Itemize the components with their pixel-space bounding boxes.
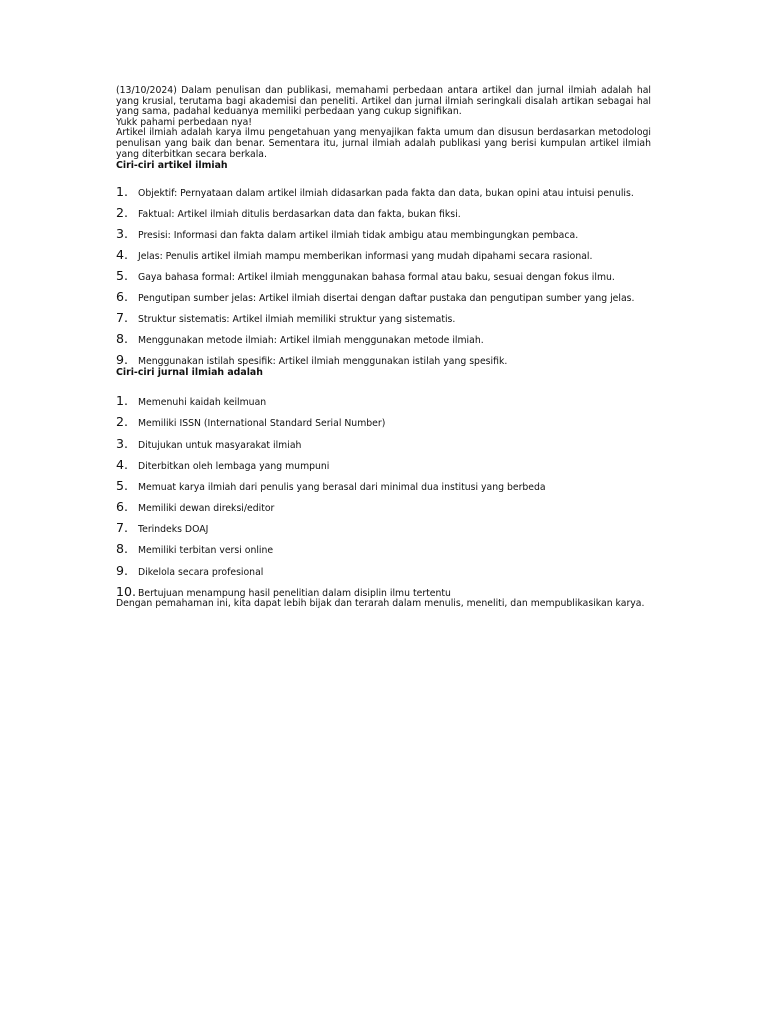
list-item <box>116 415 651 429</box>
document-page <box>116 86 651 609</box>
list-item <box>116 542 651 556</box>
list-item <box>116 458 651 472</box>
list-number: 8. <box>116 541 129 557</box>
intro-callout: Yukk pahami perbedaan nya! <box>116 116 253 128</box>
list-item <box>116 585 651 599</box>
jurnal-heading: Ciri-ciri jurnal ilmiah adalah <box>116 367 263 379</box>
list-number: 7. <box>116 520 129 536</box>
list-number: 9. <box>116 562 129 578</box>
list-text: Presisi: Informasi dan fakta dalam artikel ilmiah tidak ambigu atau membingungkan pembaca. <box>138 230 579 242</box>
list-item <box>116 500 651 514</box>
list-number: 6. <box>116 499 129 515</box>
list-text: Diterbitkan oleh lembaga yang mumpuni <box>138 460 330 472</box>
list-item <box>116 564 651 578</box>
list-item <box>116 394 651 408</box>
list-text: Gaya bahasa formal: Artikel ilmiah menggunakan bahasa formal atau baku, sesuai dengan fokus ilmu. <box>138 272 615 284</box>
list-item <box>116 311 651 325</box>
list-number: 3. <box>116 226 129 242</box>
closing-paragraph: Dengan pemahaman ini, kita dapat lebih bijak dan terarah dalam menulis, meneliti, dan mempublikasikan karya. <box>116 597 645 609</box>
intro-paragraph: (13/10/2024) Dalam penulisan dan publikasi, memahami perbedaan antara artikel dan jurnal ilmiah adalah hal yang krusial, terutama bagi akademisi dan peneliti. Artikel dan jurnal ilmiah seringkali disalah artikan sebagai hal yang sama, padahal keduanya memiliki perbedaan yang cukup signifikan. <box>116 85 651 118</box>
list-item <box>116 437 651 451</box>
list-item <box>116 479 651 493</box>
list-number: 2. <box>116 205 129 221</box>
list-text: Terindeks DOAJ <box>138 524 209 536</box>
list-item <box>116 353 651 367</box>
list-item <box>116 248 651 262</box>
list-number: 4. <box>116 247 129 263</box>
list-text: Menggunakan istilah spesifik: Artikel ilmiah menggunakan istilah yang spesifik. <box>138 356 508 368</box>
list-number: 7. <box>116 310 129 326</box>
list-text: Jelas: Penulis artikel ilmiah mampu memberikan informasi yang mudah dipahami secara rasional. <box>138 251 593 263</box>
list-number: 8. <box>116 331 129 347</box>
list-number: 6. <box>116 289 129 305</box>
list-text: Dikelola secara profesional <box>138 566 264 578</box>
list-text: Struktur sistematis: Artikel ilmiah memiliki struktur yang sistematis. <box>138 314 456 326</box>
jurnal-list <box>116 394 651 599</box>
artikel-heading: Ciri-ciri artikel ilmiah <box>116 160 228 172</box>
list-text: Memiliki terbitan versi online <box>138 545 274 557</box>
list-number: 3. <box>116 435 129 451</box>
list-text: Ditujukan untuk masyarakat ilmiah <box>138 439 302 451</box>
list-text: Menggunakan metode ilmiah: Artikel ilmiah menggunakan metode ilmiah. <box>138 335 484 347</box>
list-number: 1. <box>116 393 129 409</box>
list-number: 1. <box>116 184 129 200</box>
list-number: 2. <box>116 414 129 430</box>
list-number: 5. <box>116 268 129 284</box>
definition-paragraph: Artikel ilmiah adalah karya ilmu pengetahuan yang menyajikan fakta umum dan disusun berdasarkan metodologi penulisan yang baik dan benar. Sementara itu, jurnal ilmiah adalah publikasi yang berisi kumpulan artikel ilmiah yang diterbitkan secara berkala. <box>116 127 651 160</box>
list-item <box>116 185 651 199</box>
list-number: 9. <box>116 352 129 368</box>
list-text: Objektif: Pernyataan dalam artikel ilmiah didasarkan pada fakta dan data, bukan opini atau intuisi penulis. <box>138 188 634 200</box>
list-item <box>116 227 651 241</box>
list-number: 5. <box>116 477 129 493</box>
list-text: Faktual: Artikel ilmiah ditulis berdasarkan data dan fakta, bukan fiksi. <box>138 209 461 221</box>
list-text: Pengutipan sumber jelas: Artikel ilmiah disertai dengan daftar pustaka dan pengutipan sumber yang jelas. <box>138 293 635 305</box>
list-item <box>116 290 651 304</box>
list-number: 4. <box>116 456 129 472</box>
list-number: 10. <box>116 583 137 599</box>
list-item <box>116 206 651 220</box>
list-text: Bertujuan menampung hasil penelitian dalam disiplin ilmu tertentu <box>138 587 451 599</box>
artikel-list <box>116 185 651 367</box>
list-item <box>116 521 651 535</box>
list-item <box>116 332 651 346</box>
list-item <box>116 269 651 283</box>
list-text: Memenuhi kaidah keilmuan <box>138 397 267 409</box>
list-text: Memiliki ISSN (International Standard Serial Number) <box>138 418 386 430</box>
list-text: Memiliki dewan direksi/editor <box>138 503 275 515</box>
list-text: Memuat karya ilmiah dari penulis yang berasal dari minimal dua institusi yang berbeda <box>138 481 546 493</box>
